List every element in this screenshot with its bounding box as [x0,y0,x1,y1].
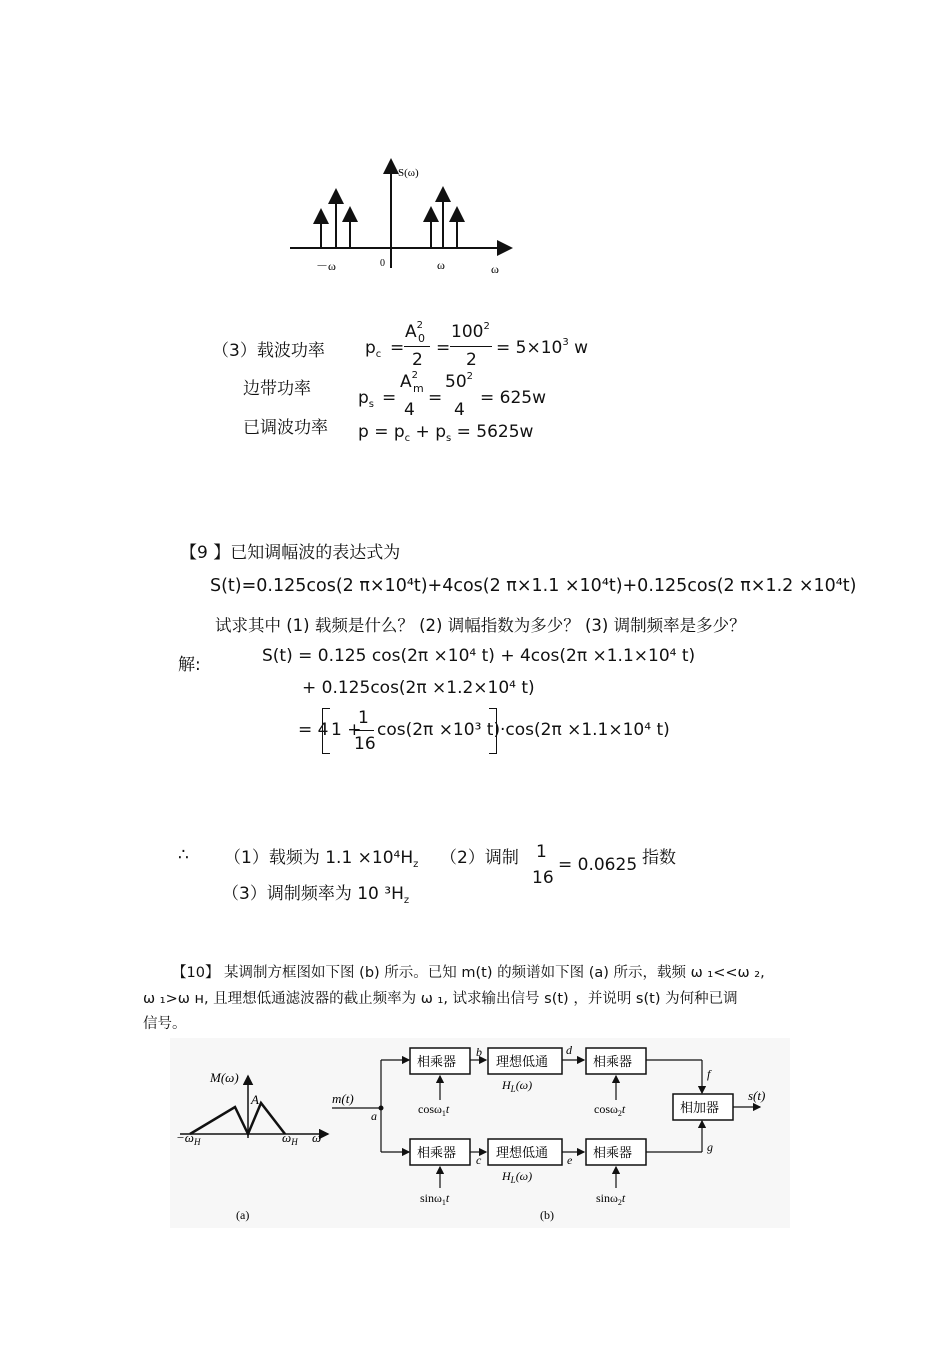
solution-line-1: S(t) = 0.125 cos(2π ×10⁴ t) + 4cos(2π ×1.1×10⁴ t) [262,646,696,666]
svg-text:HL(ω): $H_L(\omega)$ [502,1169,533,1185]
y-label: S(ω) [398,167,419,179]
pos-omega-h: $\omega_H$ [282,1130,298,1147]
svg-text:HL(ω): $H_L(\omega)$ [502,1078,533,1094]
svg-text:相乘器: 相乘器 [417,1146,457,1161]
solution-label: 解: [178,655,201,675]
svg-text:f: f [707,1067,711,1081]
svg-text:sinω2t: sinω$_2$t [596,1191,626,1207]
axis-omega-label: ω [491,262,499,276]
q10-line-3: 信号。 [143,1016,187,1032]
answer-2-suffix: 指数 [642,848,676,868]
q9-title: 【9 】已知调幅波的表达式为 [180,543,401,563]
output-label: s(t) [748,1088,766,1103]
svg-text:g: g [707,1140,713,1154]
modulated-formula: $p = p_c + p_s = 5625w$ [358,422,534,444]
zero-label: 0 [380,258,385,269]
neg-omega-h: $-\omega_H$ [176,1130,201,1147]
svg-text:相乘器: 相乘器 [417,1055,457,1070]
svg-text:b: b [476,1045,482,1059]
spectrum-figure [280,158,520,283]
svg-text:理想低通: 理想低通 [496,1146,549,1161]
q10-figure [170,1038,790,1228]
sideband-power-label: 边带功率 [243,379,311,399]
q10-line-2: ω ₁>ω ʜ, 且理想低通滤波器的截止频率为 ω ₁, 试求输出信号 s(t) ，并说明 s(t) 为何种已调 [143,991,738,1007]
carrier-power-label: （3）载波功率 [212,341,325,361]
modulated-power-label: 已调波功率 [243,418,328,438]
svg-text:相乘器: 相乘器 [593,1055,633,1070]
neg-omega-label: －ω [316,259,336,273]
svg-text:cosω1t: cosω$_1$t [418,1102,450,1118]
therefore-symbol: ∴ [178,845,189,865]
answer-1: （1）载频为 $1.1 \times 10^4H_z$ [224,848,419,870]
caption-b: (b) [540,1208,554,1222]
svg-text:相乘器: 相乘器 [593,1146,633,1161]
pos-omega-label: ω [437,258,445,272]
solution-line-2: + 0.125cos(2π ×1.2×10⁴ t) [302,678,535,698]
omega-axis: ω [312,1130,322,1145]
q9-question: 试求其中 (1) 载频是什么？ (2) 调幅指数为多少？ (3) 调制频率是多少？ [215,616,746,635]
svg-text:c: c [476,1153,482,1167]
q10-line-1: 【10】 某调制方框图如下图 (b) 所示。已知 m(t) 的频谱如下图 (a) 所示，载频 ω ₁<<ω ₂, [172,965,765,981]
svg-text:sinω1t: sinω$_1$t [420,1191,450,1207]
svg-text:理想低通: 理想低通 [496,1055,549,1070]
caption-a: (a) [236,1208,250,1222]
svg-text:相加器: 相加器 [680,1101,720,1116]
m-omega-label: M(ω) [210,1070,239,1085]
svg-text:d: d [566,1043,572,1057]
svg-text:a: a [371,1109,377,1123]
q9-expression: S(t)=0.125cos(2 π×10⁴t)+4cos(2 π×1.1 ×10⁴t)+0.125cos(2 π×1.2 ×10⁴t) [210,576,857,596]
answer-2-label: （2）调制 [440,848,519,868]
answer-3: （3）调制频率为 10 $^3H_z$ [222,884,410,906]
input-label: m(t) [332,1091,354,1106]
peak-a-label: A [251,1092,259,1107]
svg-text:e: e [567,1153,573,1167]
svg-text:cosω2t: cosω$_2$t [594,1102,626,1118]
